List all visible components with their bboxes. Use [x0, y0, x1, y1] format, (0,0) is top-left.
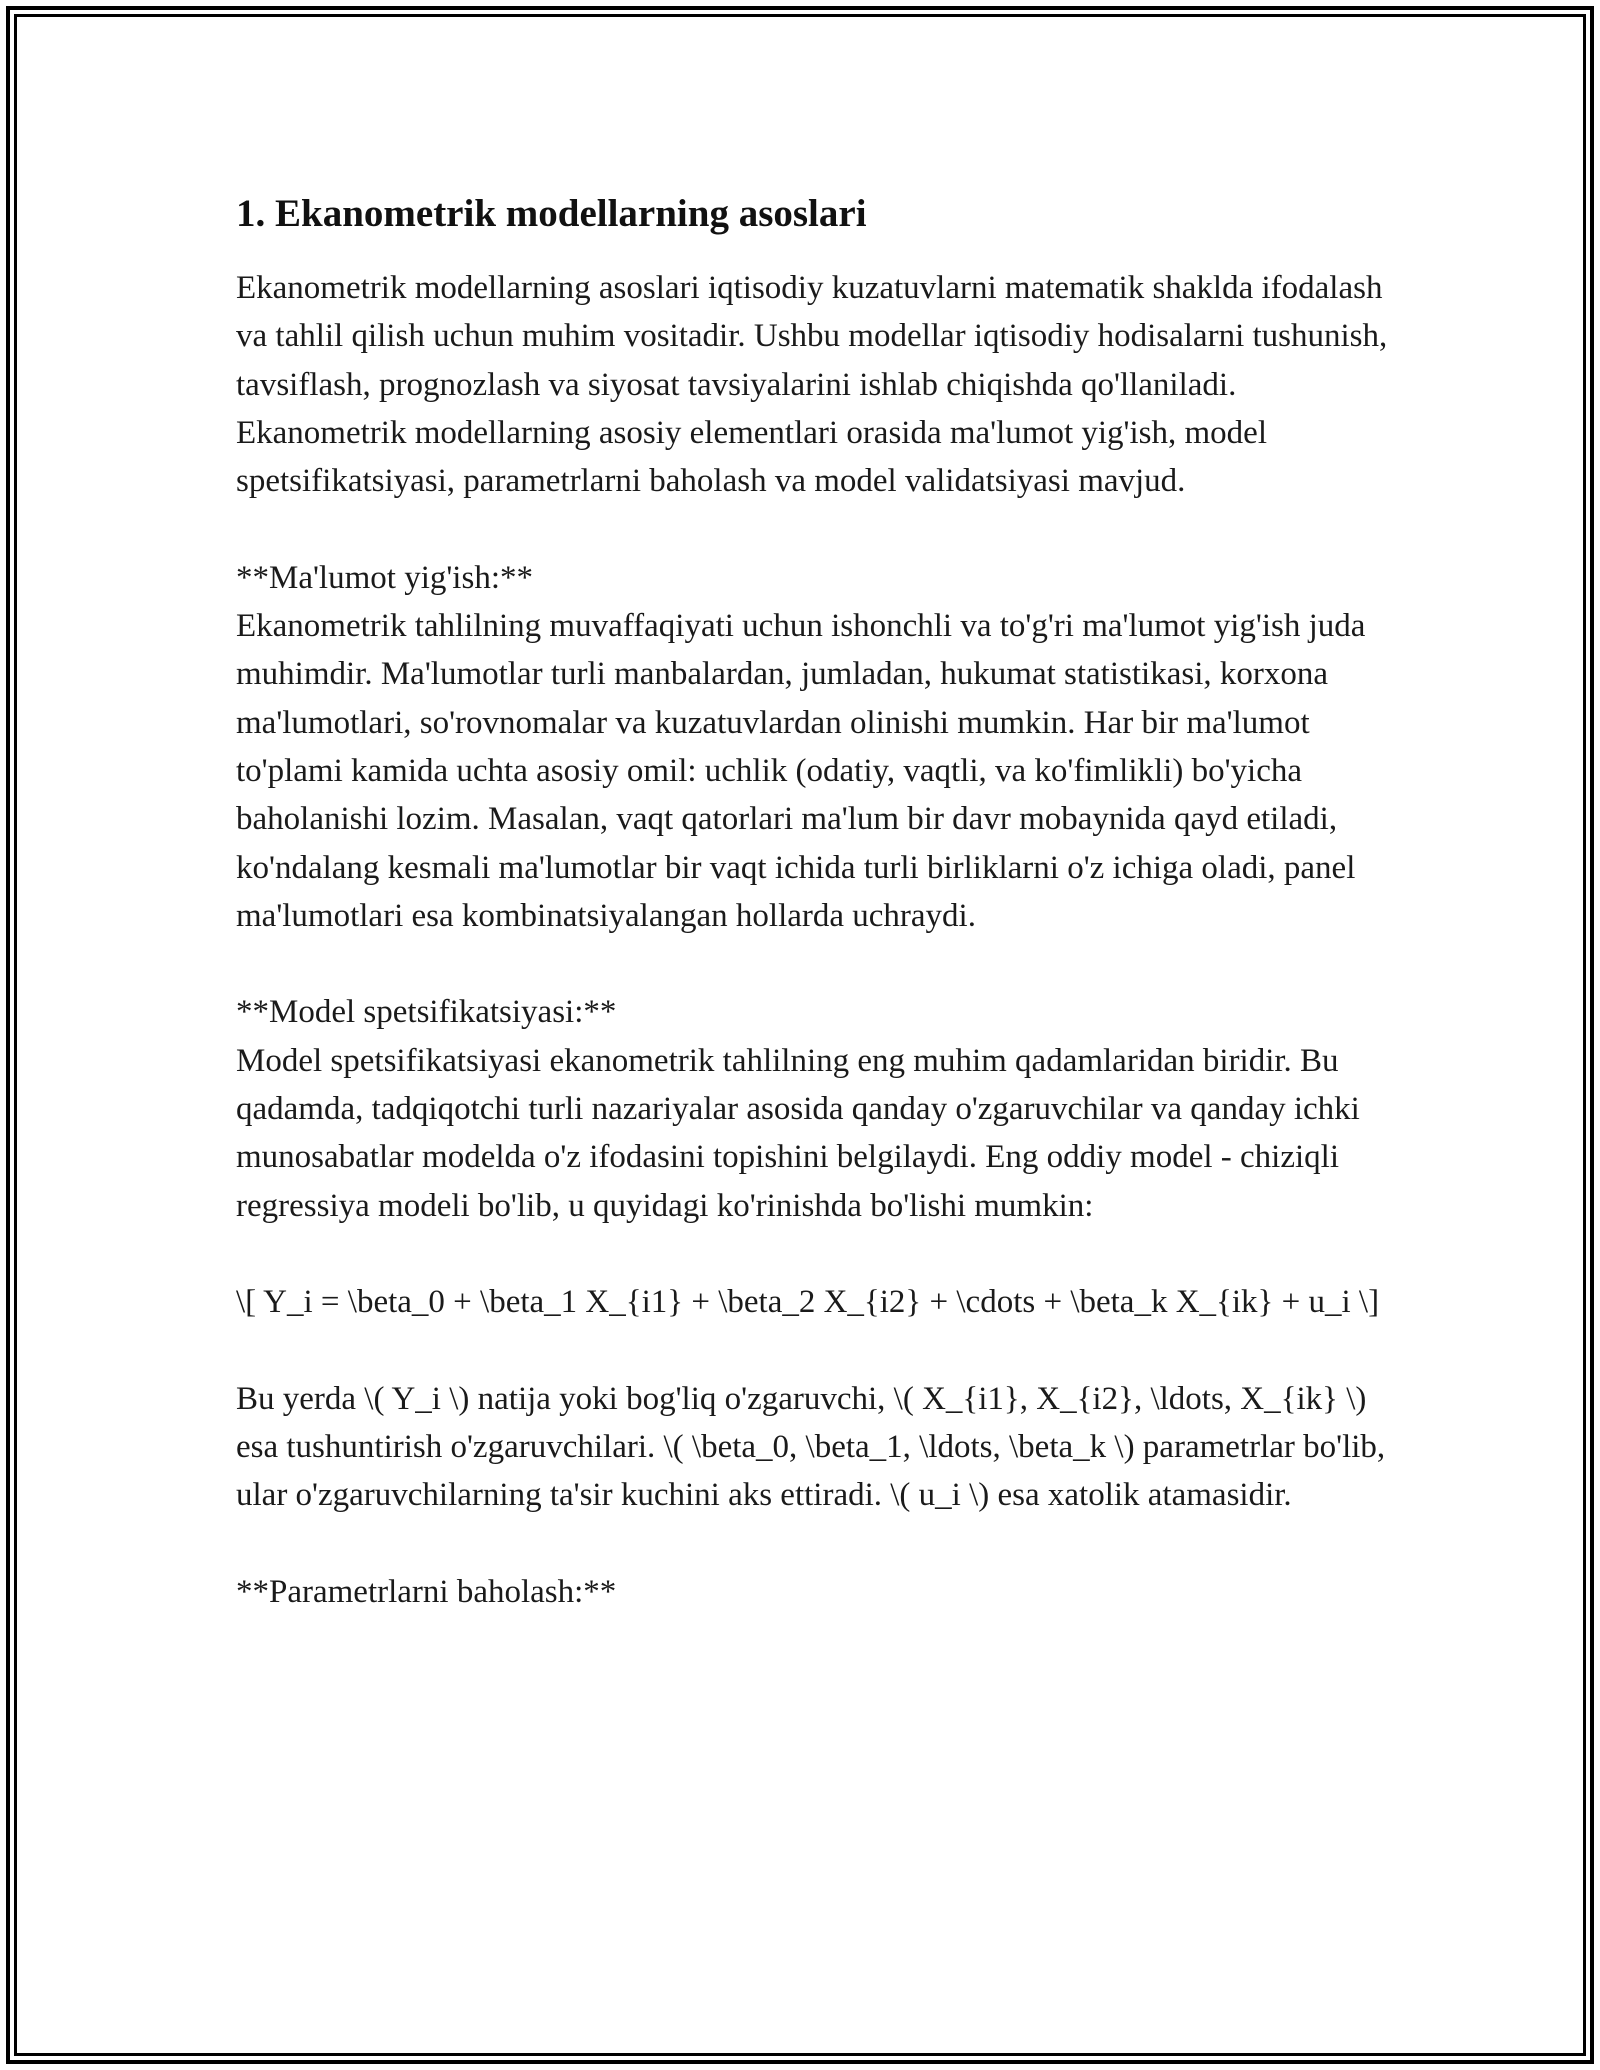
paragraph-gap — [236, 940, 1396, 988]
intro-paragraph: Ekanometrik modellarning asoslari iqtisodiy kuzatuvlarni matematik shaklda ifodalash va tahlil qilish uchun muhim vositadir. Ushbu modellar iqtisodiy hodisalarni tushunish, tavsiflash, prognozlash va siyosat tavsiyalarini ishlab chiqishda qo'llaniladi. Ekanometrik modellarning asosiy elementlari orasida ma'lumot yig'ish, model spetsifikatsiyasi, parametrlarni baholash va model validatsiyasi mavjud. — [236, 270, 1396, 500]
document-body — [236, 186, 1396, 1616]
model-specification-heading: **Model spetsifikatsiyasi:** — [236, 994, 617, 1031]
paragraph-gap — [236, 1327, 1396, 1375]
data-collection-paragraph: Ekanometrik tahlilning muvaffaqiyati uchun ishonchli va to'g'ri ma'lumot yig'ish juda muhimdir. Ma'lumotlar turli manbalardan, jumladan, hukumat statistikasi, korxona ma'lumotlari, so'rovnomalar va kuzatuvlardan olinishi mumkin. Har bir ma'lumot to'plami kamida uchta asosiy omil: uchlik (odatiy, vaqtli, va ko'fimlikli) bo'yicha baholanishi lozim. Masalan, vaqt qatorlari ma'lum bir davr mobaynida qayd etiladi, ko'ndalang kesmali ma'lumotlar bir vaqt ichida turli birliklarni o'z ichiga oladi, panel ma'lumotlari esa kombinatsiyalangan hollarda uchraydi. — [236, 608, 1374, 934]
regression-formula: \[ Y_i = \beta_0 + \beta_1 X_{i1} + \beta_2 X_{i2} + \cdots + \beta_k X_{ik} + u_i \] — [236, 1284, 1380, 1321]
parameter-estimation-heading: **Parametrlarni baholash:** — [236, 1574, 617, 1611]
section-title: 1. Ekanometrik modellarning asoslari — [236, 192, 867, 235]
paragraph-gap — [236, 1520, 1396, 1568]
paragraph-gap — [236, 505, 1396, 553]
formula-explanation-paragraph: Bu yerda \( Y_i \) natija yoki bog'liq o'zgaruvchi, \( X_{i1}, X_{i2}, \ldots, X_{ik} \) esa tushuntirish o'zgaruvchilari. \( \beta_0, \beta_1, \ldots, \beta_k \) parametrlar bo'lib, ular o'zgaruvchilarning ta'sir kuchini aks ettiradi. \( u_i \) esa xatolik atamasidir. — [236, 1380, 1394, 1514]
model-specification-paragraph: Model spetsifikatsiyasi ekanometrik tahlilning eng muhim qadamlaridan biridir. Bu qadamda, tadqiqotchi turli nazariyalar asosida qanday o'zgaruvchilar va qanday ichki munosabatlar modelda o'z ifodasini topishini belgilaydi. Eng oddiy model - chiziqli regressiya modeli bo'lib, u quyidagi ko'rinishda bo'lishi mumkin: — [236, 1042, 1369, 1224]
paragraph-gap — [236, 1230, 1396, 1278]
data-collection-heading: **Ma'lumot yig'ish:** — [236, 559, 533, 596]
